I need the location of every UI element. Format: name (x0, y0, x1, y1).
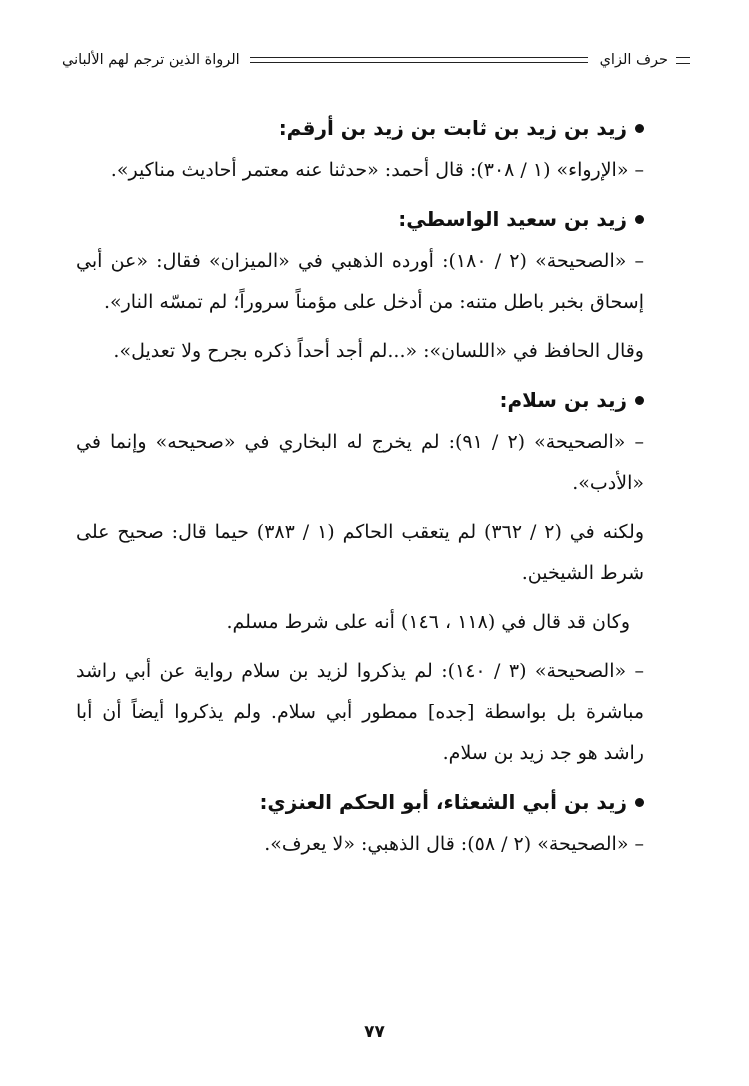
entry-heading-text: زيد بن أبي الشعثاء، أبو الحكم العنزي: (259, 790, 627, 814)
entry-heading-text: زيد بن سعيد الواسطي: (398, 207, 627, 231)
header-dash (676, 57, 690, 64)
entry-paragraph: وقال الحافظ في «اللسان»: «...لم أجد أحداً ذكره بجرح ولا تعديل». (113, 340, 644, 362)
entry-paragraph: ولكنه في (٢ / ٣٦٢) لم يتعقب الحاكم (١ / ٣٨٣) حيما قال: صحيح على شرط الشيخين. (76, 521, 644, 584)
entry-heading (76, 380, 644, 420)
narrator-entry (76, 108, 644, 191)
narrator-entry (76, 199, 644, 372)
entry-paragraph: وكان قد قال في (١١٨ ، ١٤٦) أنه على شرط مسلم. (226, 611, 630, 633)
entry-paragraph: – «الصحيحة» (٢ / ١٨٠): أورده الذهبي في «الميزان» فقال: «عن أبي إسحاق بخبر باطل متنه: من أدخل على مؤمناً سروراً؛ لم تمسّه النار». (76, 250, 645, 313)
narrator-entry (76, 782, 644, 865)
entry-paragraph: – «الصحيحة» (٢ / ٥٨): قال الذهبي: «لا يعرف». (264, 833, 644, 855)
entry-heading (76, 199, 644, 239)
entry-paragraph: – «الصحيحة» (٢ / ٩١): لم يخرج له البخاري في «صحيحه» وإنما في «الأدب». (76, 431, 645, 494)
entry-heading-text: زيد بن سلام: (499, 388, 627, 412)
page-body (76, 108, 644, 873)
entry-paragraph: – «الإرواء» (١ / ٣٠٨): قال أحمد: «حدثنا عنه معتمر أحاديث مناكير». (110, 159, 644, 181)
entry-heading (76, 108, 644, 148)
entry-heading-text: زيد بن زيد بن ثابت بن زيد بن أرقم: (278, 116, 627, 140)
entry-paragraph: – «الصحيحة» (٣ / ١٤٠): لم يذكروا لزيد بن سلام رواية عن أبي راشد مباشرة بل بواسطة [جده] ممطور أبي سلام. ولم يذكروا أيضاً أن أبا راشد هو جد زيد بن سلام. (76, 660, 645, 764)
header-book-title: الرواة الذين ترجم لهم الألباني (62, 52, 240, 68)
bullet-icon (635, 396, 644, 405)
entry-heading (76, 782, 644, 822)
bullet-icon (635, 798, 644, 807)
header-rule (250, 57, 588, 63)
page-number: ٧٧ (364, 1022, 385, 1042)
running-header (62, 46, 690, 74)
bullet-icon (635, 124, 644, 133)
narrator-entry (76, 380, 644, 774)
header-section-title: حرف الزاي (599, 52, 668, 68)
bullet-icon (635, 215, 644, 224)
